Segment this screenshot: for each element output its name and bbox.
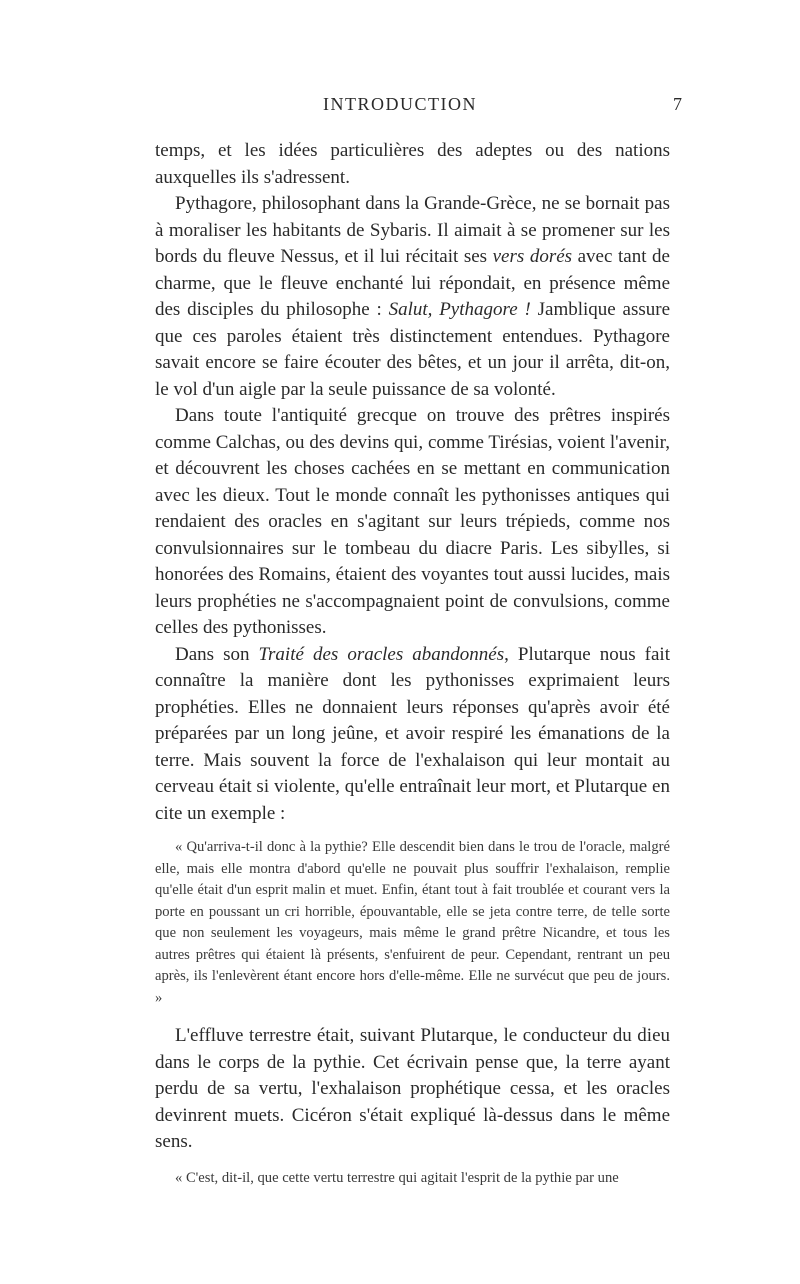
paragraph-2-italic-2: Salut, Pythagore !	[388, 299, 531, 320]
paragraph-2	[155, 191, 670, 403]
paragraph-4-text-b: , Plutarque nous fait connaître la manière dont les pythonisses exprimaient leurs prophéties. Elles ne donnaient leurs réponses qu'après avoir été préparées par un long jeûne, et avoir respiré les émanations de la terre. Mais souvent la force de l'exhalaison qui leur montait au cerveau était si violente, qu'elle entraînait leur mort, et Plutarque en cite un exemple :	[155, 643, 670, 824]
chapter-title: INTRODUCTION	[323, 94, 477, 114]
running-header	[0, 94, 800, 122]
paragraph-1-text: temps, et les idées particulières des adeptes ou des nations auxquelles ils s'adressent.	[155, 140, 670, 188]
quotation-1: « Qu'arriva-t-il donc à la pythie? Elle descendit bien dans le trou de l'oracle, malgré elle, mais elle montra d'abord qu'elle ne pouvait plus souffrir l'exhalaison, remplie qu'elle était d'un esprit malin et muet. Enfin, étant tout à fait troublée et courant vers la porte en poussant un cri horrible, épouvantable, elle se jeta contre terre, de telle sorte que non seulement les voyageurs, mais même le grand prêtre Nicandre, et tous les autres prêtres qui étaient là présents, s'enfuirent de peur. Cependant, rentrant un peu après, ils l'enlevèrent étant encore hors d'elle-même. Elle ne survécut que peu de jours. »	[155, 839, 670, 1006]
quotation-2: « C'est, dit-il, que cette vertu terrestre qui agitait l'esprit de la pythie par une	[175, 1169, 619, 1186]
paragraph-5: L'effluve terrestre était, suivant Plutarque, le conducteur du dieu dans le corps de la pythie. Cet écrivain pense que, la terre ayant perdu de sa vertu, l'exhalaison prophétique cessa, et les oracles devinrent muets. Cicéron s'était expliqué là-dessus dans le même sens.	[155, 1025, 670, 1152]
body-text	[155, 138, 670, 1203]
paragraph-4	[155, 642, 670, 828]
paragraph-2-italic-1: vers dorés	[492, 246, 573, 267]
paragraph-2-text-a: Pythagore, philosophant dans la Grande-Grèce, ne se bornait pas à moraliser les habitants de Sybaris. Il aimait à se promener sur les bords du fleuve Nessus, et il lui récitait ses	[155, 193, 670, 267]
paragraph-2-text-c: Jamblique assure que ces paroles étaient très distinctement entendues. Pythagore savait encore se faire écouter des bêtes, et un jour il arrêta, dit-on, le vol d'un aigle par la seule puissance de sa volonté.	[155, 299, 671, 400]
paragraph-4-text-a: Dans son	[175, 643, 259, 665]
paragraph-2-text-b: avec tant de charme, que le fleuve enchanté lui répondait, en présence même des disciples du philosophe :	[155, 246, 670, 320]
page-number: 7	[673, 94, 682, 114]
paragraph-4-italic: Traité des oracles abandonnés	[258, 643, 505, 665]
paragraph-3-text: Dans toute l'antiquité grecque on trouve des prêtres inspirés comme Calchas, ou des devins qui, comme Tirésias, voient l'avenir, et découvrent les choses cachées en se mettant en communication avec les dieux. Tout le monde connaît les pythonisses antiques qui rendaient des oracles en s'agitant sur leurs trépieds, comme nos convulsionnaires sur le tombeau du diacre Paris. Les sibylles, si honorées des Romains, étaient des voyantes tout aussi lucides, mais leurs prophéties ne s'accompagnaient point de convulsions, comme celles des pythonisses.	[155, 405, 670, 638]
paragraph-3	[155, 403, 670, 642]
paragraph-1	[155, 138, 670, 191]
